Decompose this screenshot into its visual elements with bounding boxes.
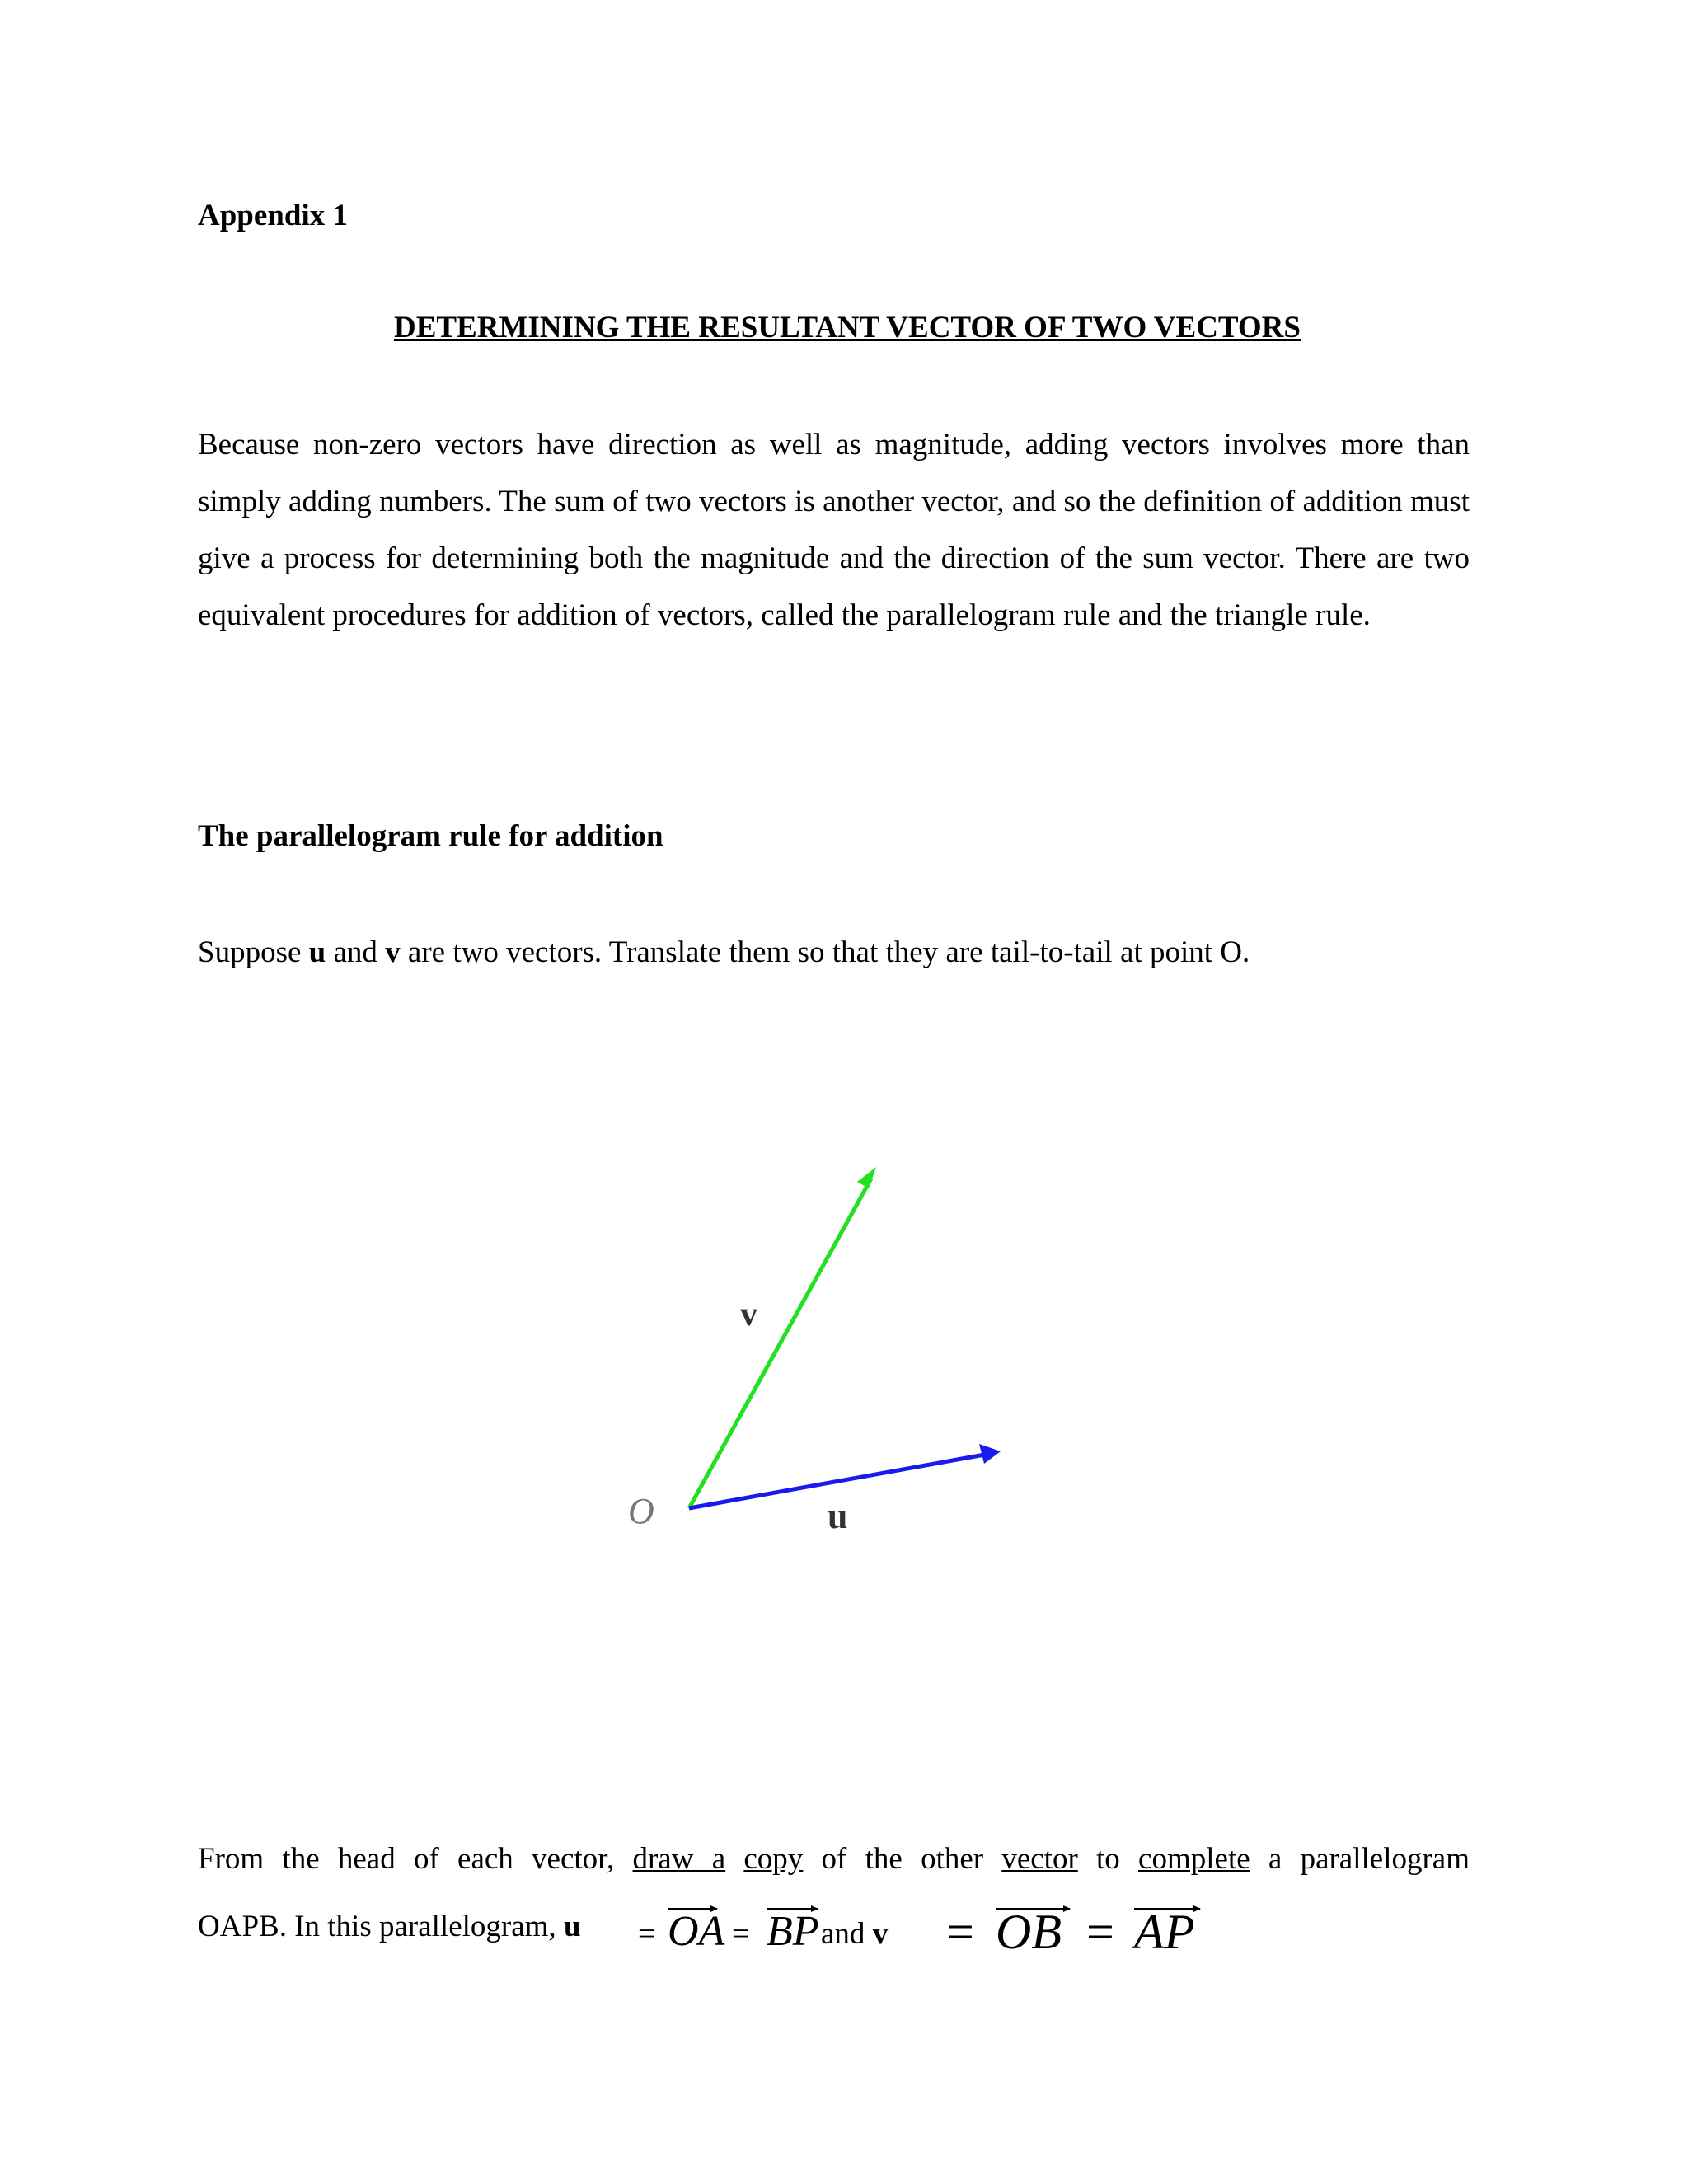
- from-paragraph: [198, 1840, 1470, 1879]
- suppose-text-1: Suppose: [198, 935, 309, 969]
- from-underlined-copy: copy: [743, 1842, 804, 1876]
- intro-paragraph: Because non-zero vectors have direction as well as magnitude, adding vectors involves more than simply adding numbers. The sum of two vectors is another vector, and so the definition of addition must give a process for determining both the magnitude and the direction of the sum vector. There are two equivalent procedures for addition of vectors, called the parallelogram rule and the triangle rule.: [198, 428, 1470, 632]
- vector-bp: BP: [767, 1908, 819, 1955]
- from-text-4: a parallelogram: [1250, 1842, 1470, 1876]
- vector-v-line: [689, 1179, 871, 1508]
- from-underlined-vector: vector: [1001, 1842, 1078, 1876]
- equals-sign-3: =: [946, 1905, 974, 1959]
- vector-v-label: v: [740, 1296, 757, 1333]
- vector-u-label: u: [828, 1496, 848, 1536]
- vector-ob: OB: [996, 1905, 1062, 1959]
- equals-sign-2: =: [732, 1917, 749, 1951]
- vector-diagram: [593, 1146, 1055, 1591]
- from-text-1: From the head of each vector,: [198, 1842, 633, 1876]
- equation-v-bold: v: [872, 1917, 889, 1951]
- vector-ap: AP: [1134, 1905, 1195, 1959]
- document-title: DETERMINING THE RESULTANT VECTOR OF TWO VECTORS: [393, 311, 1301, 344]
- equals-sign-1: =: [638, 1917, 655, 1951]
- suppose-text-3: are two vectors. Translate them so that they are tail-to-tail at point O.: [400, 935, 1250, 969]
- vector-v-arrowhead: [857, 1167, 876, 1188]
- vector-oa: OA: [668, 1908, 725, 1955]
- vector-u-arrowhead: [979, 1444, 1001, 1464]
- from-text-3: to: [1077, 1842, 1139, 1876]
- and-word: and: [821, 1917, 873, 1951]
- appendix-heading: Appendix 1: [198, 199, 348, 232]
- vector-v-bold: v: [385, 935, 401, 969]
- equals-sign-4: =: [1086, 1905, 1114, 1959]
- from-underlined-complete: complete: [1138, 1842, 1250, 1876]
- and-text: [821, 1917, 889, 1951]
- from-text-2: of the other: [803, 1842, 1002, 1876]
- origin-label: O: [628, 1491, 654, 1531]
- suppose-text-2: and: [326, 935, 386, 969]
- equation-lead-text: OAPB. In this parallelogram,: [198, 1910, 564, 1943]
- equation-line: [198, 1896, 1517, 1970]
- vector-u-bold: u: [308, 935, 326, 969]
- equation-u-bold: u: [563, 1910, 581, 1943]
- from-text-space: [725, 1842, 743, 1876]
- vector-equations: [198, 1896, 1517, 1970]
- section-heading: The parallelogram rule for addition: [198, 819, 663, 853]
- from-underlined-draw-a: draw a: [632, 1842, 726, 1876]
- suppose-paragraph: [198, 933, 1497, 972]
